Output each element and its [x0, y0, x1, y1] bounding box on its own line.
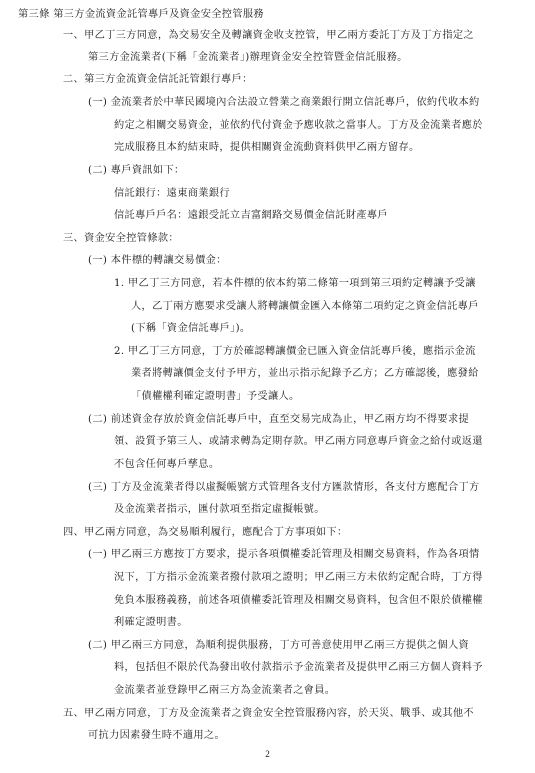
- section-4-item-1-line-1: (一) 甲乙兩三方應按丁方要求，提示各項價權委託管理及相關交易資料，作為各項情: [88, 549, 480, 560]
- section-5-line-2: 可抗力因素發生時不適用之。: [88, 730, 225, 741]
- section-1-line-1: 一、甲乙丁三方同意，為交易安全及轉讓資金收支控管，甲乙兩方委託丁方及丁方指定之: [63, 30, 474, 41]
- section-2-item-1-line-1: (一) 金流業者於中華民國境內合法設立營業之商業銀行開立信託專戶，依約代收本約: [88, 97, 480, 108]
- section-4-item-1-line-3: 免負本服務義務，前述各項債權委託管理及相關交易資料，包含但不限於債權權: [114, 595, 483, 606]
- trust-bank: 信託銀行：遠東商業銀行: [114, 188, 230, 199]
- section-5-line-1: 五、甲乙兩方同意，丁方及金流業者之資金安全控管服務內容，於天災、戰爭、或其他不: [63, 708, 474, 719]
- section-2-heading: 二、第三方金流資金信託託管銀行專戶：: [63, 74, 253, 85]
- clause-2-line-1: 2. 甲乙丁三方同意，丁方於確認轉讓價金已匯入資金信託專戶後，應指示金流: [114, 346, 476, 357]
- section-2-item-1-line-3: 完成服務且本約結束時，提供相關資金流動資料供甲乙兩方留存。: [114, 142, 420, 153]
- trust-account-name: 信託專戶戶名：遠銀受託立吉富網路交易價金信託財產專戶: [114, 210, 388, 221]
- section-1-line-2: 第三方金流業者(下稱「金流業者」)辦理資金安全控管暨金信託服務。: [88, 52, 408, 63]
- section-2-item-1-line-2: 約定之相關交易資金，並依約代付資金予應收款之當事人。丁方及金流業者應於: [114, 120, 483, 131]
- clause-1-line-1: 1. 甲乙丁三方同意，若本件標的依本約第二條第一項到第三項約定轉讓予受讓: [114, 278, 476, 289]
- page-number: 2: [265, 749, 270, 759]
- section-3-item-3-line-1: (三) 丁方及金流業者得以虛擬帳號方式管理各支付方匯款情形，各支付方應配合丁方: [88, 482, 480, 493]
- section-4-item-2-line-1: (二) 甲乙兩三方同意，為順利提供服務，丁方可善意使用甲乙兩三方提供之個人資: [88, 640, 470, 651]
- clause-2-line-3: 「債權權利確定證明書」予受讓人。: [131, 391, 300, 402]
- section-4-heading: 四、甲乙兩方同意，為交易順利履行，應配合丁方事項如下：: [63, 527, 348, 538]
- section-4-item-2-line-3: 金流業者並登錄甲乙兩三方為金流業者之會員。: [114, 685, 336, 696]
- section-3-item-3-line-2: 及金流業者指示，匯付款項至指定虛擬帳號。: [114, 504, 325, 515]
- clause-1-line-2: 人，乙丁兩方應要求受讓人將轉讓價金匯入本條第二項約定之資金信託專戶: [131, 301, 479, 312]
- section-3-item-2-line-1: (二) 前述資金存放於資金信託專戶中，直至交易完成為止，甲乙兩方均不得要求提: [88, 414, 470, 425]
- section-4-item-1-line-4: 利確定證明書。: [114, 617, 188, 628]
- section-3-item-1-heading: (一) 本件標的轉讓交易價金：: [88, 255, 227, 266]
- section-3-item-2-line-2: 領、設質予第三人、或請求轉為定期存款。甲乙兩方同意專戶資金之給付或返還: [114, 436, 483, 447]
- section-4-item-2-line-2: 料，包括但不限於代為發出收付款指示予金流業者及提供甲乙兩三方個人資料予: [114, 662, 483, 673]
- section-2-item-2-heading: (二) 專戶資訊如下：: [88, 165, 185, 176]
- clause-1-line-3: (下稱「資金信託專戶」)。: [131, 323, 251, 334]
- section-4-item-1-line-2: 況下，丁方指示金流業者撥付款項之證明；甲乙兩三方未依約定配合時，丁方得: [114, 572, 483, 583]
- section-3-heading: 三、資金安全控管條款：: [63, 233, 179, 244]
- article-heading: 第三條 第三方金流資金託管專戶及資金安全控管服務: [18, 9, 264, 20]
- clause-2-line-2: 業者將轉讓價金支付予甲方，並出示指示紀錄予乙方；乙方確認後，應發給: [131, 368, 479, 379]
- section-3-item-2-line-3: 不包含任何專戶孳息。: [114, 459, 220, 470]
